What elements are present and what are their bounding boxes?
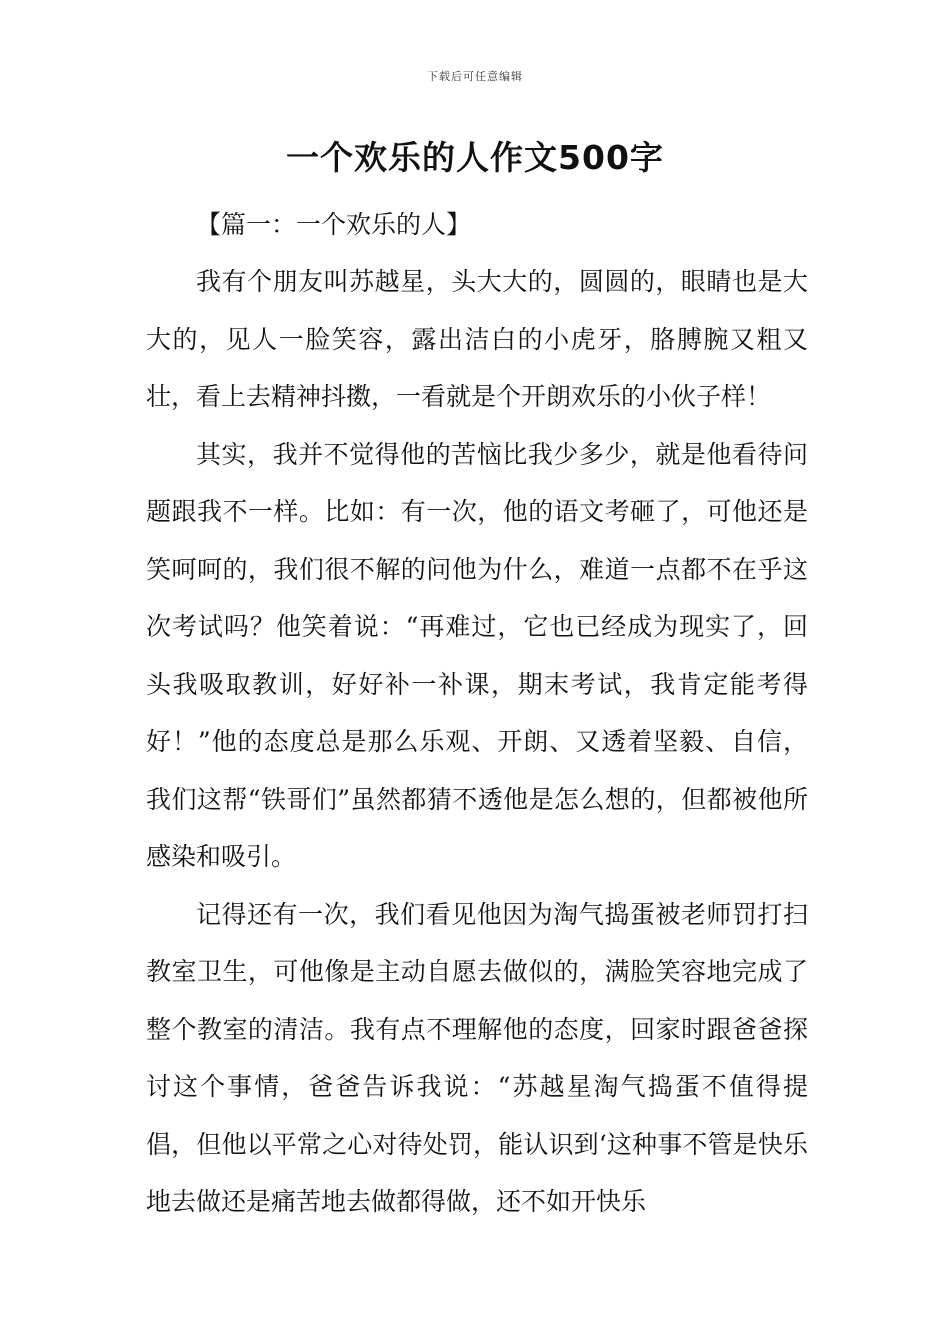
header-note: 下载后可任意编辑 bbox=[427, 70, 523, 83]
paragraph-2: 其实，我并不觉得他的苦恼比我少多少，就是他看待问题跟我不一样。比如：有一次，他的语文考砸了，可他还是笑呵呵的，我们很不解的问他为什么，难道一点都不在乎这次考试吗？他笑着说：“再难过，它也已经成为现实了，回头我吸取教训，好好补一补课，期末考试，我肯定能考得好！”他的态度总是那么乐观、开朗、又透着坚毅、自信，我们这帮“铁哥们”虽然都猜不透他是怎么想的，但都被他所感染和吸引。 bbox=[146, 439, 808, 871]
document-title: 一个欢乐的人作文500字 bbox=[286, 138, 664, 177]
section-heading: 【篇一：一个欢乐的人】 bbox=[196, 210, 472, 239]
paragraph-1: 我有个朋友叫苏越星，头大大的，圆圆的，眼睛也是大大的，见人一脸笑容，露出洁白的小虎牙，胳膊腕又粗又壮，看上去精神抖擞，一看就是个开朗欢乐的小伙子样！ bbox=[146, 267, 808, 411]
paragraph-3: 记得还有一次，我们看见他因为淘气捣蛋被老师罚打扫教室卫生，可他像是主动自愿去做似的，满脸笑容地完成了整个教室的清洁。我有点不理解他的态度，回家时跟爸爸探讨这个事情，爸爸告诉我说：“苏越星淘气捣蛋不值得提倡，但他以平常之心对待处罚，能认识到‘这种事不管是快乐地去做还是痛苦地去做都得做，还不如开快乐 bbox=[146, 899, 808, 1216]
document-body bbox=[146, 196, 808, 1231]
